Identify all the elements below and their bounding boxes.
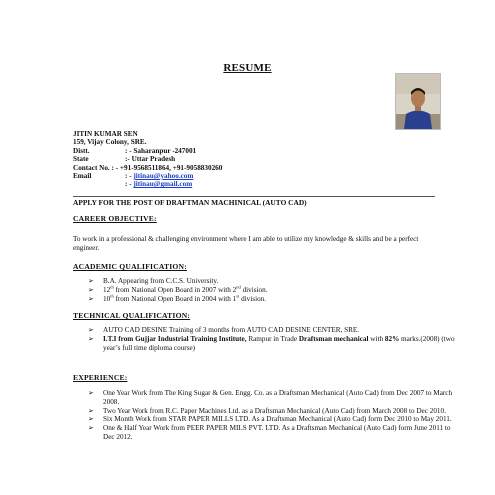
arrow-bullet-icon: ➢ [88, 285, 94, 294]
state-value: :- Uttar Pradesh [125, 155, 176, 164]
technical-heading: TECHNICAL QUALIFICATION: [73, 311, 191, 320]
list-item: ➢ One Year Work from The King Sugar & Gen. Engg. Co. as a Draftsman Mechanical (Auto Cad) from Dec 2007 to March 2008. [88, 389, 453, 406]
academic-list [88, 277, 458, 303]
email-label: Email [73, 172, 92, 181]
list-item: ➢ 10th from National Open Board in 2004 with 1st division. [88, 293, 267, 303]
email-link-gmail[interactable]: jitinau@gmail.com [133, 180, 193, 189]
arrow-bullet-icon: ➢ [88, 294, 94, 303]
district-row [73, 147, 222, 155]
contact-block [73, 130, 222, 189]
list-item: ➢ 12th from National Open Board in 2007 with 2nd division. [88, 284, 268, 294]
list-item: ➢ Six Month Work from STAR PAPER MILLS LTD. As a Draftsman Mechanical (Auto Cad) form Dec 2010 to May 2011. [88, 415, 452, 424]
arrow-bullet-icon: ➢ [88, 326, 94, 334]
phone-label: Contact No. : - [73, 163, 119, 172]
list-item: ➢ Two Year Work from R.C. Paper Machines Ltd. as a Draftsman Mechanical (Auto Cad) from March 2008 to Dec 2010. [88, 406, 446, 415]
district-label: Distt. [73, 146, 90, 155]
email2-row [73, 180, 222, 188]
phone-value: +91-9568511864, +91-9058830260 [119, 163, 223, 172]
email-prefix: : - [125, 172, 132, 181]
academic-heading: ACADEMIC QUALIFICATION: [73, 262, 187, 271]
resume-title: RESUME [223, 62, 272, 74]
list-item: ➢ B.A. Appearing from C.C.S. University. [88, 277, 219, 285]
district-value: : - Saharanpur -247001 [125, 146, 197, 155]
phone-row [73, 164, 222, 172]
apply-post: APPLY FOR THE POST OF DRAFTMAN MACHINICAL (AUTO CAD) [73, 198, 307, 207]
career-heading: CAREER OBJECTIVE: [73, 214, 157, 223]
arrow-bullet-icon: ➢ [88, 415, 94, 424]
arrow-bullet-icon: ➢ [88, 334, 94, 343]
profile-photo [395, 73, 441, 130]
candidate-name: JITIN KUMAR SEN [73, 130, 138, 138]
email-row [73, 172, 222, 180]
email-link-yahoo[interactable]: jitinau@yahoo.com [133, 172, 194, 181]
arrow-bullet-icon: ➢ [88, 424, 94, 433]
list-item: ➢ AUTO CAD DESINE Training of 3 months from AUTO CAD DESINE CENTER, SRE. [88, 326, 360, 334]
divider [73, 196, 435, 197]
experience-list [88, 389, 458, 442]
arrow-bullet-icon: ➢ [88, 277, 94, 285]
technical-list [88, 326, 458, 352]
career-text: To work in a professional & challenging environment where I am able to utilize my knowledge & skills and be a perfect engineer. [73, 235, 419, 252]
experience-heading: EXPERIENCE: [73, 373, 128, 382]
list-item: ➢ I.T.I from Gujjar Industrial Training Institute, Rampur in Trade Draftsman mechanical with 82% marks.(2008) (two year’s full time diploma course) [88, 334, 455, 352]
address: 159, Vijay Colony, SRE. [73, 138, 147, 147]
arrow-bullet-icon: ➢ [88, 406, 94, 415]
state-label: State [73, 155, 89, 164]
arrow-bullet-icon: ➢ [88, 389, 94, 397]
list-item: ➢ One & Half Year Work from PEER PAPER MILS PVT. LTD. As a Draftsman Mechanical (Auto Cad) form June 2011 to Dec 2012. [88, 424, 451, 441]
state-row [73, 155, 222, 163]
email2-prefix: : - [125, 180, 132, 189]
